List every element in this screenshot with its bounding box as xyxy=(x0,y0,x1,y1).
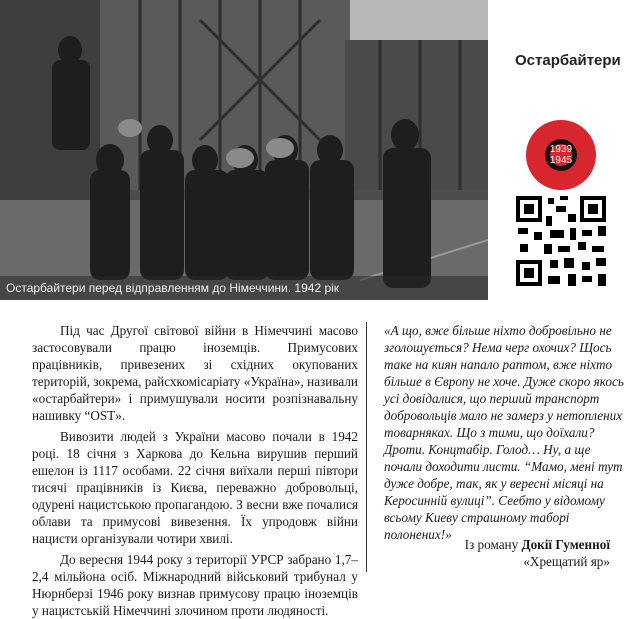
source-author: Докії Гуменної xyxy=(521,537,610,552)
article-paragraph: До вересня 1944 року з території УРСР забрано 1,7–2,4 мільйона осіб. Міжнародний військовий трибунал у Нюрнберзі 1946 року визнав примусову працю іноземців у нацистській Німеччині злочином проти людяності. xyxy=(32,552,358,618)
source-prefix: Із роману xyxy=(464,537,522,552)
poppy-years xyxy=(524,118,598,192)
article-paragraph: Під час Другої світової війни в Німеччині масово застосовували працю іноземців. Примусових працівників, привезених зі східних окупованих територій, зокрема, райсхкомісаріату «Україна», називали «остарбайтери» і примушували носити розпізнавальну нашивку “OST». xyxy=(32,323,358,423)
photo-caption: Остарбайтери перед відправленням до Німеччини. 1942 рік xyxy=(0,276,488,300)
poppy-year-end: 1945 xyxy=(549,155,573,166)
section-title: Остарбайтери xyxy=(515,52,621,69)
source-title: «Хрещатий яр» xyxy=(523,554,610,569)
column-divider xyxy=(366,322,367,572)
train-scene-illustration xyxy=(0,0,488,300)
qr-code-icon[interactable] xyxy=(516,196,606,286)
article-paragraph: Вивозити людей з України масово почали в 1942 році. 18 січня з Харкова до Кельна вирушив перший ешелон із 1117 особами. 22 січня виїхали перші півтори тисячі працівників із Києва, переважно добровольці, одурені нацистською пропагандою. З весни вже почалися облави та примусові вивезення. Їх упродовж війни нацисти організували чотири хвилі. xyxy=(32,429,358,546)
poppy-year-start: 1939 xyxy=(549,144,573,155)
archival-photo xyxy=(0,0,488,300)
quote-text: «А що, вже більше ніхто добровільно не зголошується? Нема черг охочих? Щось таке на киян напало раптом, вже ніхто більше в Європу не хоче. Дуже скоро якось усі довідалися, що перший транспорт добровольців мало не замерз у нетоплених товарняках. Що з тими, що доїхали? Дроти. Концтабір. Голод… Ну, а ще почали доходити листи. “Мамо, мені тут дуже добре, так, як у вересні місяці на Керосинній вулиці”. Сеебто у відомому всьому Киеву страшному таборі полонених!» xyxy=(384,323,624,542)
novel-quote xyxy=(384,322,624,543)
article-text xyxy=(32,322,358,619)
poppy-emblem xyxy=(524,118,598,192)
quote-source xyxy=(384,536,610,570)
